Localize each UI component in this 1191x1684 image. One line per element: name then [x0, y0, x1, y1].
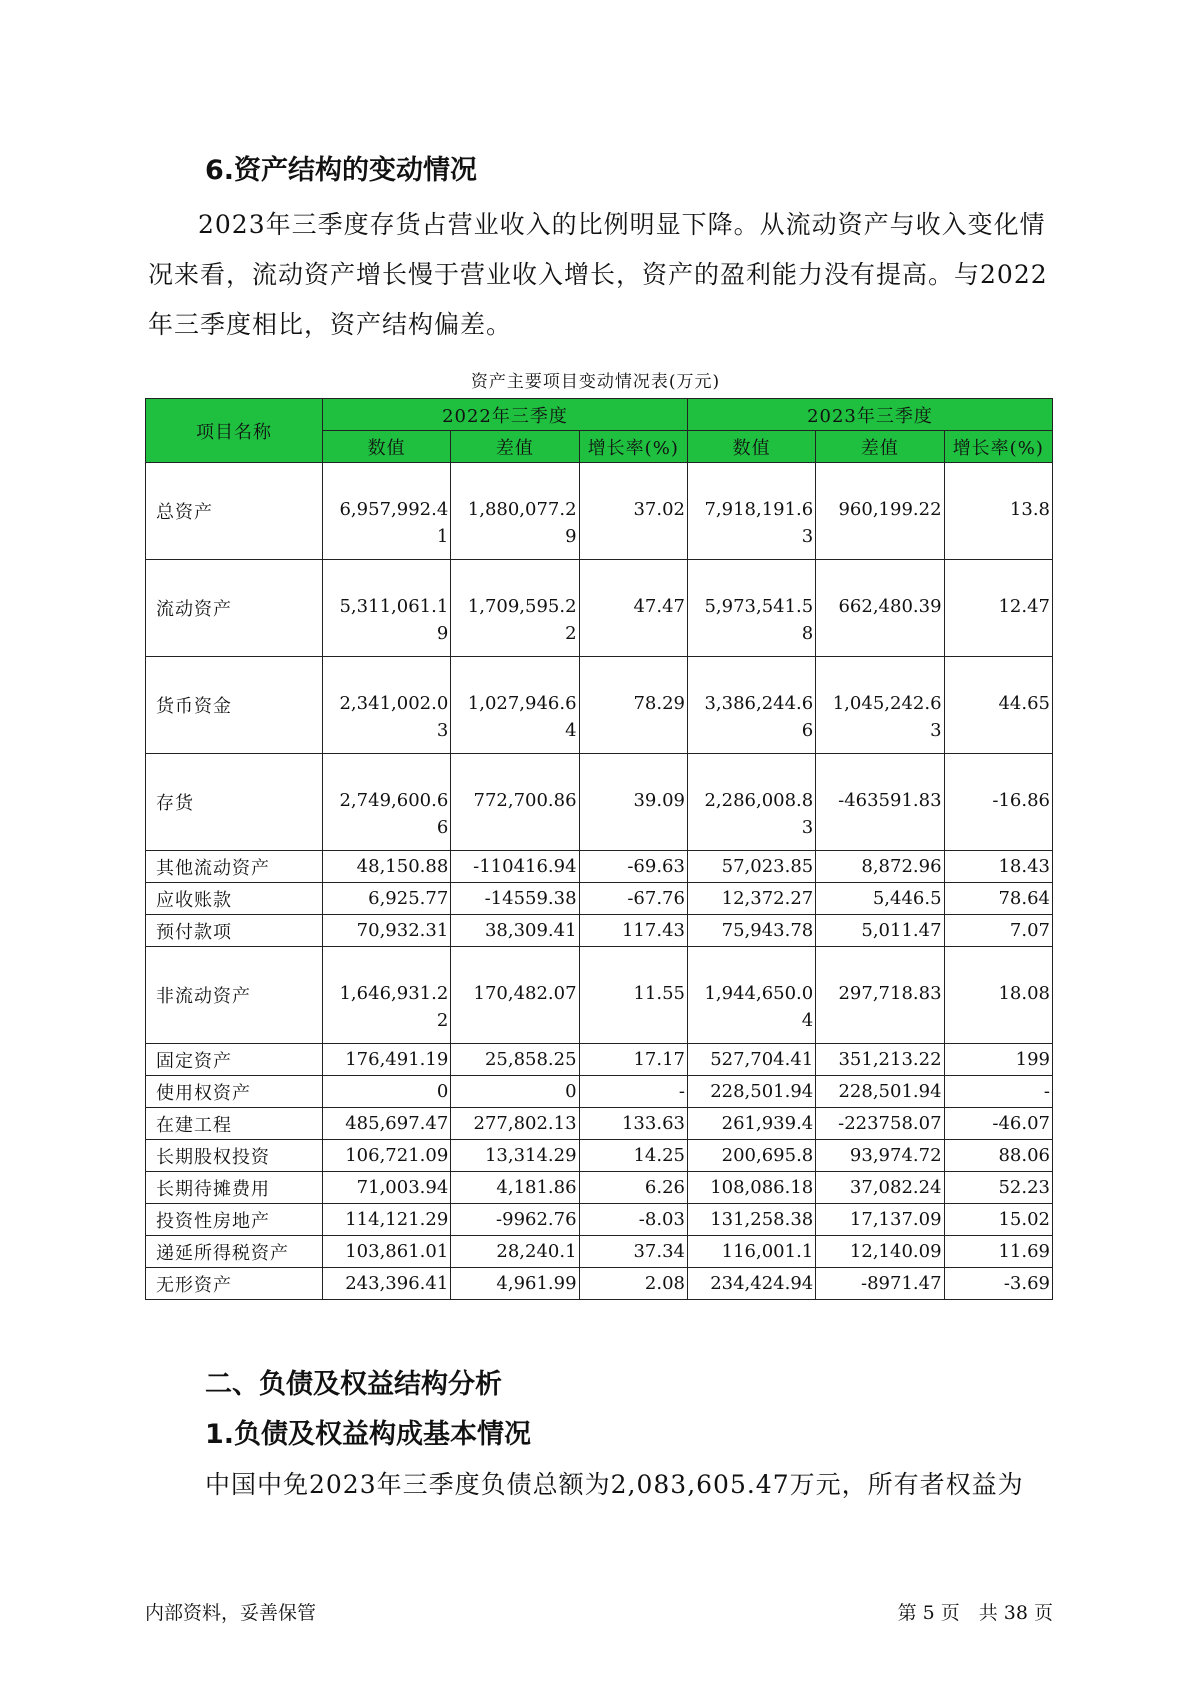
row-label: 应收账款 — [146, 883, 323, 915]
row-label: 货币资金 — [146, 657, 323, 754]
cell-r23: 52.23 — [944, 1172, 1052, 1204]
cell-r22: -8.03 — [579, 1204, 687, 1236]
table-row — [146, 657, 1053, 754]
col-header-diff: 差值 — [816, 431, 944, 463]
cell-v23: 7,918,191.6 3 — [687, 463, 815, 560]
col-header-rate: 增长率(%) — [579, 431, 687, 463]
table-row — [146, 1140, 1053, 1172]
cell-d23: 5,446.5 — [816, 883, 944, 915]
cell-r23: 18.43 — [944, 851, 1052, 883]
cell-v23: 116,001.1 — [687, 1236, 815, 1268]
cell-d22: 1,880,077.2 9 — [451, 463, 579, 560]
table-row — [146, 915, 1053, 947]
table-row — [146, 1268, 1053, 1300]
cell-r22: 17.17 — [579, 1044, 687, 1076]
cell-r22: - — [579, 1076, 687, 1108]
col-header-item: 项目名称 — [146, 399, 323, 463]
row-label: 投资性房地产 — [146, 1204, 323, 1236]
cell-v22: 106,721.09 — [323, 1140, 451, 1172]
cell-d23: 297,718.83 — [816, 947, 944, 1044]
group-header-2022: 2022年三季度 — [323, 399, 688, 431]
cell-r22: 117.43 — [579, 915, 687, 947]
cell-v22: 6,925.77 — [323, 883, 451, 915]
cell-d22: 0 — [451, 1076, 579, 1108]
cell-d23: -463591.83 — [816, 754, 944, 851]
cell-r23: 78.64 — [944, 883, 1052, 915]
cell-d22: 1,027,946.6 4 — [451, 657, 579, 754]
cell-d23: 5,011.47 — [816, 915, 944, 947]
section-heading: 二、负债及权益结构分析 — [205, 1369, 502, 1400]
row-label: 递延所得税资产 — [146, 1236, 323, 1268]
row-label: 使用权资产 — [146, 1076, 323, 1108]
cell-v23: 108,086.18 — [687, 1172, 815, 1204]
cell-d22: 4,181.86 — [451, 1172, 579, 1204]
cell-v22: 2,341,002.0 3 — [323, 657, 451, 754]
cell-d23: 93,974.72 — [816, 1140, 944, 1172]
cell-v22: 114,121.29 — [323, 1204, 451, 1236]
cell-v22: 2,749,600.6 6 — [323, 754, 451, 851]
cell-r22: 37.34 — [579, 1236, 687, 1268]
cell-r22: -69.63 — [579, 851, 687, 883]
cell-d22: 170,482.07 — [451, 947, 579, 1044]
row-label: 流动资产 — [146, 560, 323, 657]
cell-d22: 4,961.99 — [451, 1268, 579, 1300]
cell-r23: 11.69 — [944, 1236, 1052, 1268]
table-row — [146, 463, 1053, 560]
cell-v23: 527,704.41 — [687, 1044, 815, 1076]
table-row — [146, 1108, 1053, 1140]
footer-left: 内部资料，妥善保管 — [145, 1602, 317, 1624]
cell-v22: 5,311,061.1 9 — [323, 560, 451, 657]
cell-v22: 71,003.94 — [323, 1172, 451, 1204]
cell-d22: 1,709,595.2 2 — [451, 560, 579, 657]
body-paragraph-2: 中国中免2023年三季度负债总额为2,083,605.47万元，所有者权益为 — [205, 1470, 1024, 1499]
table-row — [146, 1236, 1053, 1268]
section-heading: 6.资产结构的变动情况 — [205, 155, 478, 186]
cell-v23: 131,258.38 — [687, 1204, 815, 1236]
cell-v22: 485,697.47 — [323, 1108, 451, 1140]
cell-r23: -16.86 — [944, 754, 1052, 851]
cell-r23: 13.8 — [944, 463, 1052, 560]
table-caption: 资产主要项目变动情况表(万元) — [470, 372, 721, 392]
cell-v23: 228,501.94 — [687, 1076, 815, 1108]
table-row — [146, 1204, 1053, 1236]
cell-v23: 261,939.4 — [687, 1108, 815, 1140]
col-header-rate: 增长率(%) — [944, 431, 1052, 463]
row-label: 在建工程 — [146, 1108, 323, 1140]
row-label: 固定资产 — [146, 1044, 323, 1076]
cell-d22: 38,309.41 — [451, 915, 579, 947]
cell-v23: 75,943.78 — [687, 915, 815, 947]
cell-v23: 3,386,244.6 6 — [687, 657, 815, 754]
cell-r22: -67.76 — [579, 883, 687, 915]
cell-r23: 199 — [944, 1044, 1052, 1076]
col-header-value: 数值 — [323, 431, 451, 463]
row-label: 预付款项 — [146, 915, 323, 947]
cell-d23: -223758.07 — [816, 1108, 944, 1140]
cell-r22: 37.02 — [579, 463, 687, 560]
cell-d22: -110416.94 — [451, 851, 579, 883]
table-row — [146, 947, 1053, 1044]
cell-v23: 12,372.27 — [687, 883, 815, 915]
cell-d23: 37,082.24 — [816, 1172, 944, 1204]
cell-r22: 133.63 — [579, 1108, 687, 1140]
cell-d23: 662,480.39 — [816, 560, 944, 657]
row-label: 非流动资产 — [146, 947, 323, 1044]
cell-d22: 25,858.25 — [451, 1044, 579, 1076]
cell-v23: 200,695.8 — [687, 1140, 815, 1172]
cell-d22: 28,240.1 — [451, 1236, 579, 1268]
cell-v22: 6,957,992.4 1 — [323, 463, 451, 560]
cell-d22: 772,700.86 — [451, 754, 579, 851]
cell-v22: 48,150.88 — [323, 851, 451, 883]
cell-r23: 15.02 — [944, 1204, 1052, 1236]
cell-r22: 14.25 — [579, 1140, 687, 1172]
cell-v23: 5,973,541.5 8 — [687, 560, 815, 657]
cell-d23: 351,213.22 — [816, 1044, 944, 1076]
cell-d22: -14559.38 — [451, 883, 579, 915]
cell-d23: 17,137.09 — [816, 1204, 944, 1236]
table-row — [146, 851, 1053, 883]
cell-r22: 47.47 — [579, 560, 687, 657]
table-row — [146, 1172, 1053, 1204]
cell-v22: 176,491.19 — [323, 1044, 451, 1076]
cell-v23: 2,286,008.8 3 — [687, 754, 815, 851]
cell-r23: 88.06 — [944, 1140, 1052, 1172]
cell-d23: -8971.47 — [816, 1268, 944, 1300]
table-body — [146, 463, 1053, 1300]
cell-r23: 12.47 — [944, 560, 1052, 657]
cell-r22: 78.29 — [579, 657, 687, 754]
table-row — [146, 883, 1053, 915]
cell-r23: -3.69 — [944, 1268, 1052, 1300]
cell-v23: 1,944,650.0 4 — [687, 947, 815, 1044]
cell-r23: 18.08 — [944, 947, 1052, 1044]
table-row — [146, 560, 1053, 657]
subsection-heading: 1.负债及权益构成基本情况 — [205, 1419, 532, 1450]
body-paragraph: 2023年三季度存货占营业收入的比例明显下降。从流动资产与收入变化情况来看，流动资产增长慢于营业收入增长，资产的盈利能力没有提高。与2022年三季度相比，资产结构偏差。 — [148, 210, 1048, 339]
row-label: 无形资产 — [146, 1268, 323, 1300]
cell-v22: 1,646,931.2 2 — [323, 947, 451, 1044]
table-row — [146, 754, 1053, 851]
cell-r23: 7.07 — [944, 915, 1052, 947]
col-header-value: 数值 — [687, 431, 815, 463]
cell-d23: 12,140.09 — [816, 1236, 944, 1268]
cell-v22: 70,932.31 — [323, 915, 451, 947]
cell-d22: -9962.76 — [451, 1204, 579, 1236]
cell-r22: 11.55 — [579, 947, 687, 1044]
row-label: 长期股权投资 — [146, 1140, 323, 1172]
cell-d23: 228,501.94 — [816, 1076, 944, 1108]
cell-v22: 0 — [323, 1076, 451, 1108]
row-label: 存货 — [146, 754, 323, 851]
row-label: 总资产 — [146, 463, 323, 560]
asset-change-table — [145, 398, 1053, 1300]
cell-r23: -46.07 — [944, 1108, 1052, 1140]
cell-d23: 8,872.96 — [816, 851, 944, 883]
cell-d23: 960,199.22 — [816, 463, 944, 560]
page-number: 第 5 页 共 38 页 — [897, 1602, 1053, 1624]
cell-r22: 6.26 — [579, 1172, 687, 1204]
row-label: 其他流动资产 — [146, 851, 323, 883]
table-row — [146, 1044, 1053, 1076]
cell-r22: 2.08 — [579, 1268, 687, 1300]
cell-d22: 277,802.13 — [451, 1108, 579, 1140]
cell-r23: 44.65 — [944, 657, 1052, 754]
cell-r22: 39.09 — [579, 754, 687, 851]
cell-d22: 13,314.29 — [451, 1140, 579, 1172]
group-header-2023: 2023年三季度 — [687, 399, 1052, 431]
cell-v23: 57,023.85 — [687, 851, 815, 883]
cell-v23: 234,424.94 — [687, 1268, 815, 1300]
cell-v22: 243,396.41 — [323, 1268, 451, 1300]
col-header-diff: 差值 — [451, 431, 579, 463]
row-label: 长期待摊费用 — [146, 1172, 323, 1204]
table-row — [146, 1076, 1053, 1108]
cell-r23: - — [944, 1076, 1052, 1108]
cell-v22: 103,861.01 — [323, 1236, 451, 1268]
cell-d23: 1,045,242.6 3 — [816, 657, 944, 754]
